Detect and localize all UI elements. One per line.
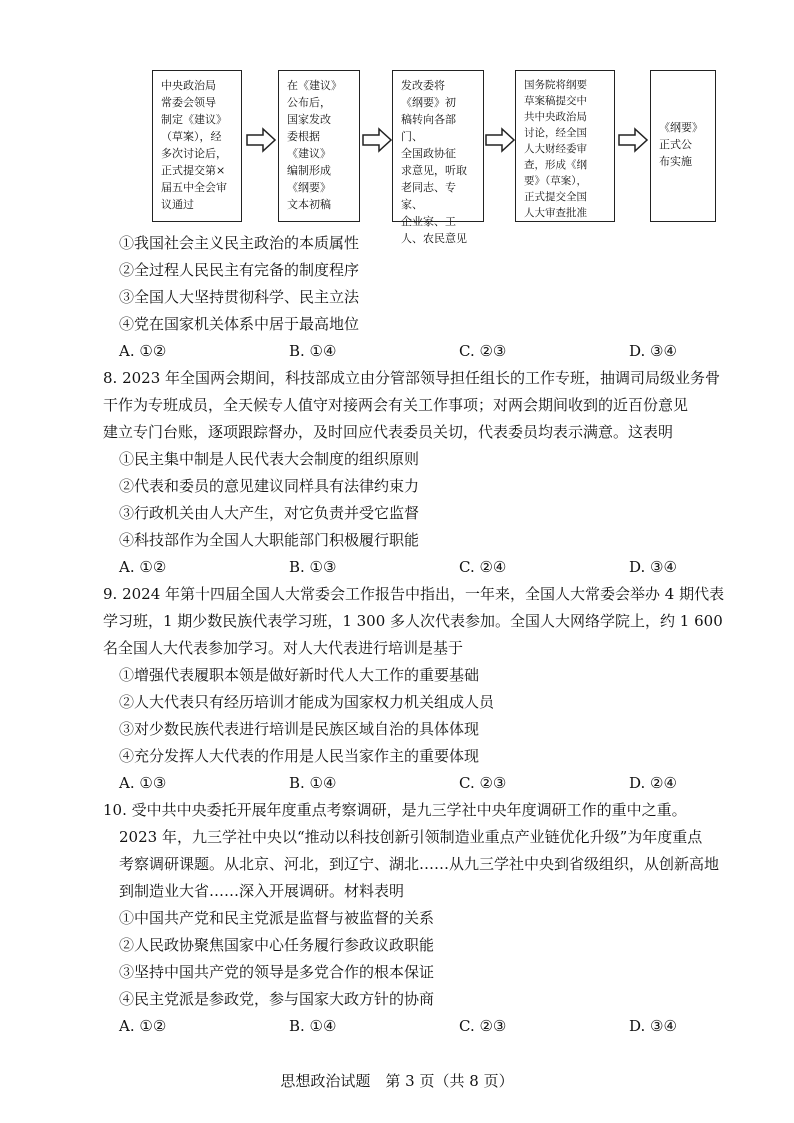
questions xyxy=(103,230,779,1040)
q10-stem-line-4: 到制造业大省……深入开展调研。材料表明 xyxy=(119,882,405,900)
q8-option-4: ④科技部作为全国人大职能部门积极履行职能 xyxy=(119,531,420,549)
q8-choices xyxy=(119,554,779,581)
flow-box-3-text: 发改委将 《纲要》初 稿转向各部门、 全国政协征 求意见，听取 老同志、专家、 企业家、工 人、农民意见 xyxy=(401,79,467,245)
q8-choice-d: D. ③④ xyxy=(629,558,677,576)
q8-stem-line-3: 建立专门台账，逐项跟踪督办，及时回应代表委员关切，代表委员均表示满意。这表明 xyxy=(103,423,674,441)
q7-choice-a: A. ①② xyxy=(119,342,167,360)
q9-choice-c: C. ②③ xyxy=(459,774,507,792)
q7-choice-c: C. ②③ xyxy=(459,342,507,360)
q7-option-2: ②全过程人民民主有完备的制度程序 xyxy=(119,261,360,279)
q9-stem-line-3: 名全国人大代表参加学习。对人大代表进行培训是基于 xyxy=(103,639,464,657)
flow-box-2-text: 在《建议》 公布后， 国家发改 委根据 《建议》 编制形成 《纲要》 文本初稿 xyxy=(287,79,342,211)
flow-box-5 xyxy=(650,70,716,222)
q9-choices xyxy=(119,770,779,797)
flow-box-3 xyxy=(392,70,484,245)
q7-options xyxy=(119,230,779,338)
flow-box-2 xyxy=(278,70,360,222)
q9-choice-a: A. ①③ xyxy=(119,774,167,792)
q9-stem-line-1: 9. 2024 年第十四届全国人大常委会工作报告中指出，一年来，全国人大常委会举办 4 期代表 xyxy=(103,585,725,603)
flow-box-4 xyxy=(515,70,615,222)
q7-choice-b: B. ①④ xyxy=(289,342,337,360)
q9-option-4: ④充分发挥人大代表的作用是人民当家作主的重要体现 xyxy=(119,747,480,765)
q8-stem-line-1: 8. 2023 年全国两会期间，科技部成立由分管部领导担任组长的工作专班，抽调司局级业务骨 xyxy=(103,369,721,387)
right-arrow-icon xyxy=(362,127,392,153)
q9-option-2: ②人大代表只有经历培训才能成为国家权力机关组成人员 xyxy=(119,693,495,711)
q9-choice-b: B. ①④ xyxy=(289,774,337,792)
flow-box-1-text: 中央政治局 常委会领导 制定《建议》 （草案），经 多次讨论后， 正式提交第× 届五中全会审 议通过 xyxy=(161,79,227,211)
q10-choice-a: A. ①② xyxy=(119,1017,167,1035)
q7-option-3: ③全国人大坚持贯彻科学、民主立法 xyxy=(119,288,360,306)
flow-box-5-text: 《纲要》 正式公 布实施 xyxy=(659,121,703,168)
q8-choice-a: A. ①② xyxy=(119,558,167,576)
q9-stem-line-2: 学习班，1 期少数民族代表学习班，1 300 多人次代表参加。全国人大网络学院上，约 1 600 xyxy=(103,612,723,630)
page-footer: 思想政治试题 第 3 页（共 8 页） xyxy=(280,1072,514,1090)
q9-option-1: ①增强代表履职本领是做好新时代人大工作的重要基础 xyxy=(119,666,480,684)
q9-choice-d: D. ②④ xyxy=(629,774,677,792)
q10-option-1: ①中国共产党和民主党派是监督与被监督的关系 xyxy=(119,909,435,927)
q8-options xyxy=(119,446,779,554)
q10-stem-line-2: 2023 年，九三学社中央以“推动以科技创新引领制造业重点产业链优化升级”为年度重点 xyxy=(119,828,703,846)
q8-option-3: ③行政机关由人大产生，对它负责并受它监督 xyxy=(119,504,420,522)
q7-option-1: ①我国社会主义民主政治的本质属性 xyxy=(119,234,360,252)
q8-option-2: ②代表和委员的意见建议同样具有法律约束力 xyxy=(119,477,420,495)
q7-choice-d: D. ③④ xyxy=(629,342,677,360)
right-arrow-icon xyxy=(485,127,515,153)
q8-option-1: ①民主集中制是人民代表大会制度的组织原则 xyxy=(119,450,420,468)
right-arrow-icon xyxy=(618,127,648,153)
q8-choice-c: C. ②④ xyxy=(459,558,507,576)
q10-option-2: ②人民政协聚焦国家中心任务履行参政议政职能 xyxy=(119,936,435,954)
q10-choices xyxy=(119,1013,779,1040)
q9-option-3: ③对少数民族代表进行培训是民族区域自治的具体体现 xyxy=(119,720,480,738)
q8-choice-b: B. ①③ xyxy=(289,558,337,576)
flow-box-1 xyxy=(152,70,242,222)
q9-options xyxy=(119,662,779,770)
q10-choice-d: D. ③④ xyxy=(629,1017,677,1035)
right-arrow-icon xyxy=(246,127,276,153)
q8-stem xyxy=(103,365,779,446)
q10-option-4: ④民主党派是参政党，参与国家大政方针的协商 xyxy=(119,990,435,1008)
q7-option-4: ④党在国家机关体系中居于最高地位 xyxy=(119,315,360,333)
q10-choice-c: C. ②③ xyxy=(459,1017,507,1035)
q8-stem-line-2: 干作为专班成员，全天候专人值守对接两会有关工作事项；对两会期间收到的近百份意见 xyxy=(103,396,689,414)
q10-stem-line-1: 10. 受中共中央委托开展年度重点考察调研，是九三学社中央年度调研工作的重中之重。 xyxy=(103,801,687,819)
flow-box-4-text: 国务院将纲要 草案稿提交中 共中央政治局 讨论，经全国 人大财经委审 查，形成《纲 要》（草案）， 正式提交全国 人大审查批准 xyxy=(524,79,587,219)
q10-option-3: ③坚持中国共产党的领导是多党合作的根本保证 xyxy=(119,963,435,981)
q10-choice-b: B. ①④ xyxy=(289,1017,337,1035)
q10-stem xyxy=(103,797,779,905)
q7-choices xyxy=(119,338,779,365)
q10-options xyxy=(119,905,779,1013)
q10-stem-line-3: 考察调研课题。从北京、河北，到辽宁、湖北……从九三学社中央到省级组织，从创新高地 xyxy=(119,855,720,873)
q9-stem xyxy=(103,581,779,662)
